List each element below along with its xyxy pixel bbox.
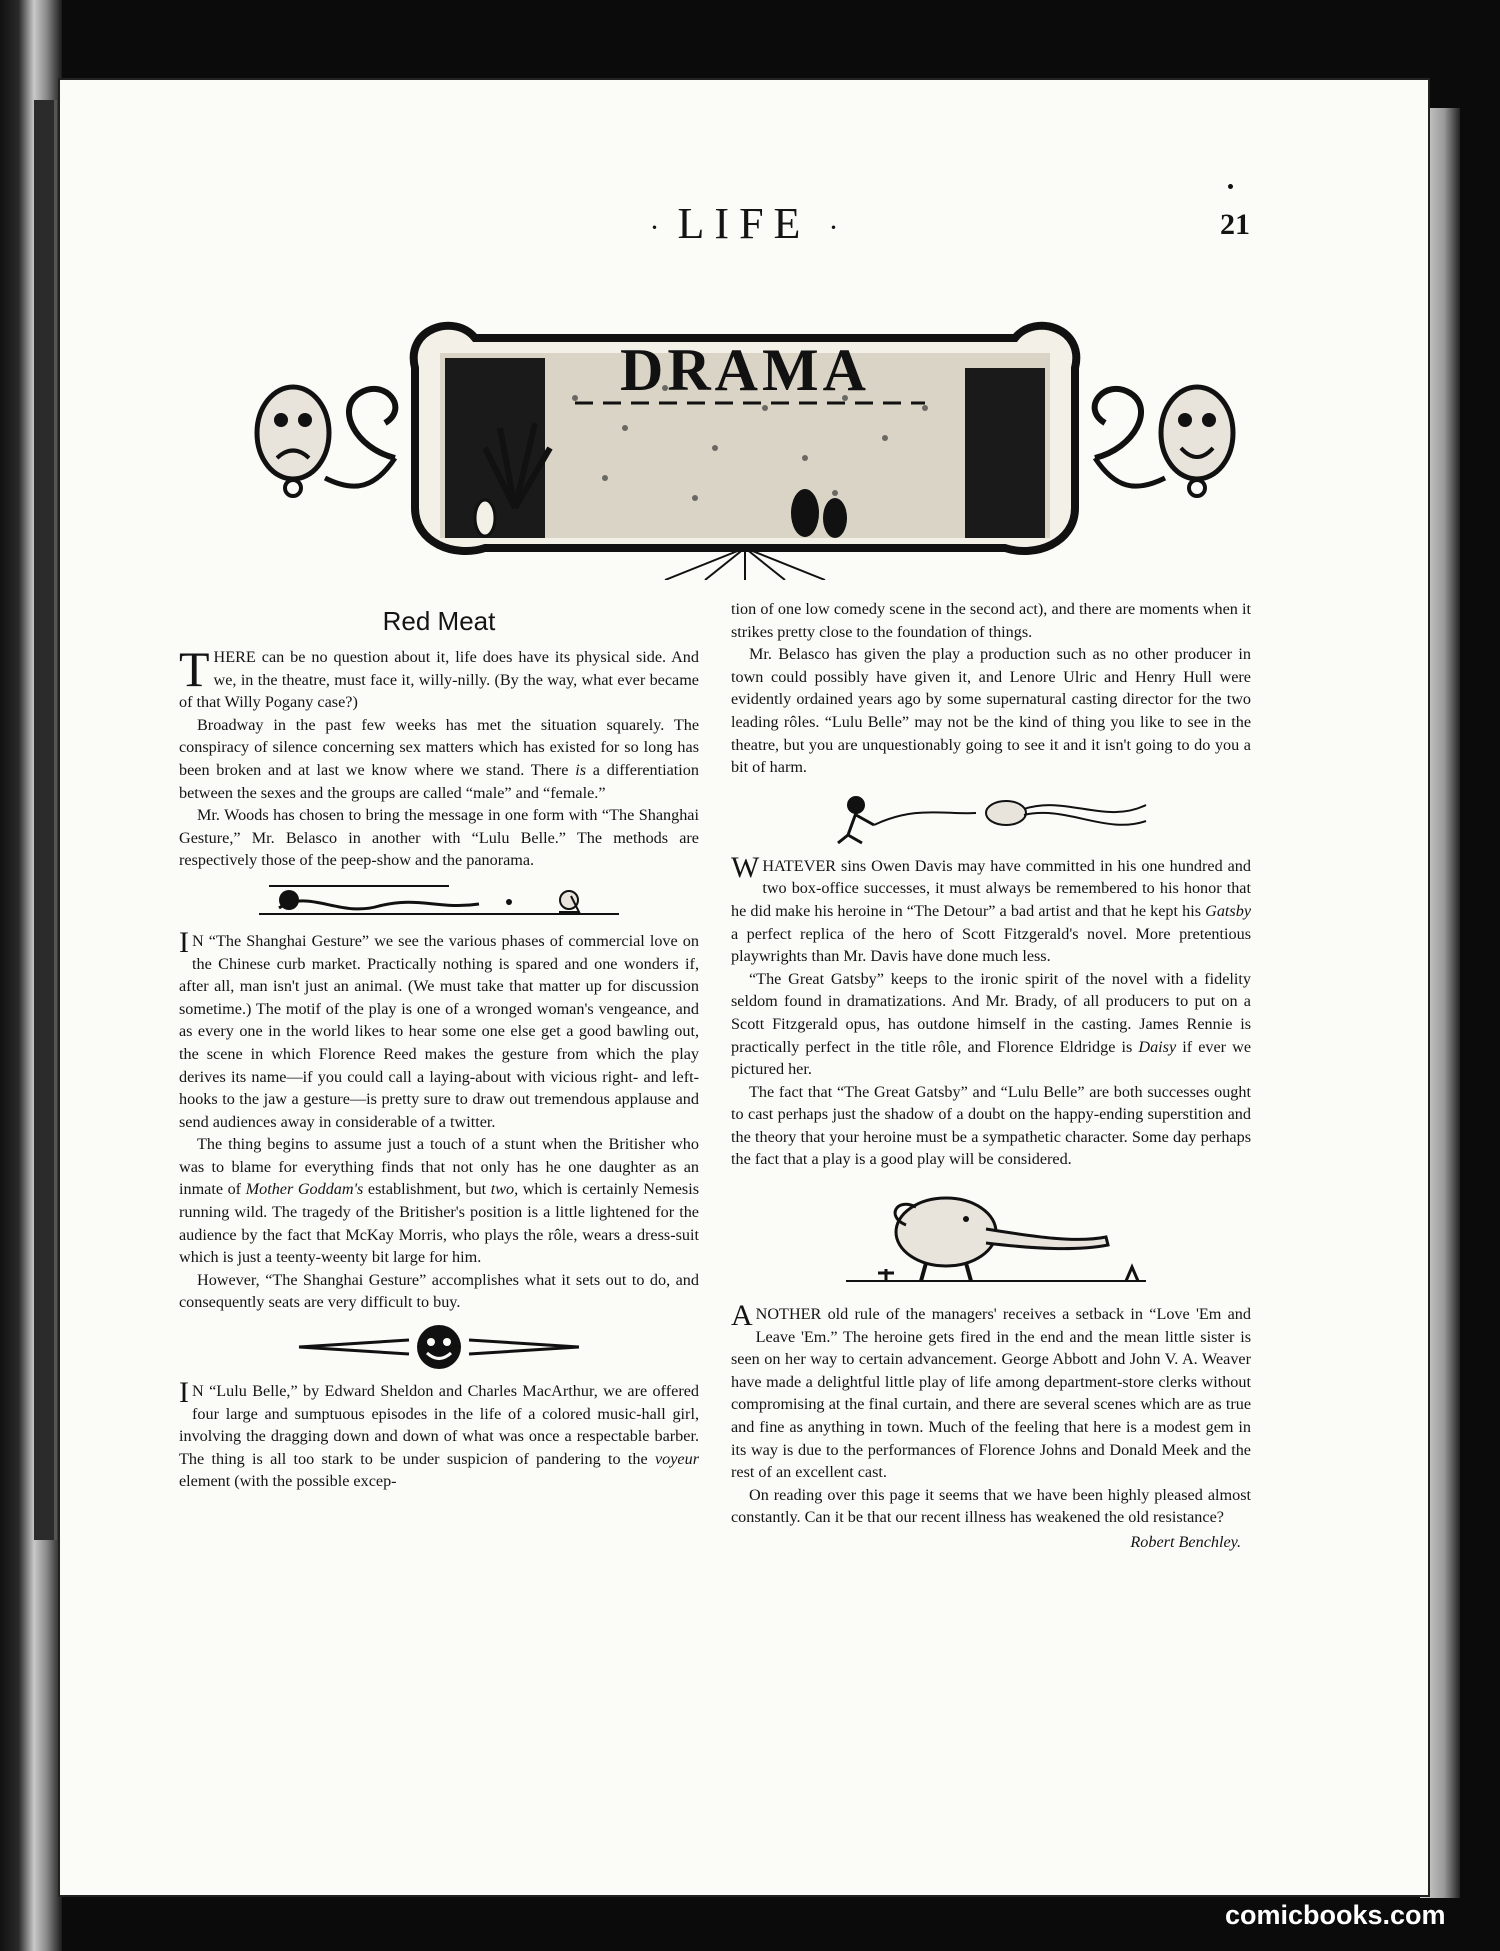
emphasis-is: is: [575, 760, 587, 779]
paragraph-lulu-belle: [179, 1376, 699, 1493]
mask-divider-illustration: [289, 1320, 589, 1374]
paragraph-britisher: [179, 1133, 699, 1269]
banner-title: DRAMA: [620, 337, 870, 403]
tragedy-mask-icon: [257, 387, 395, 496]
paragraph-woods: Mr. Woods has chosen to bring the message in one form with “The Shanghai Gesture,” Mr. Belasco in another with “Lulu Belle.” The methods are respectively those of the peep-show and the panorama.: [179, 806, 699, 870]
elephant-illustration: [826, 1177, 1156, 1297]
reclining-figure-illustration: [249, 878, 629, 924]
intro-smallcaps: HERE: [213, 648, 256, 666]
masthead-title: LIFE: [677, 199, 811, 248]
page-number: 21: [1220, 208, 1250, 241]
britisher-text-b: establishment, but: [363, 1180, 487, 1199]
great-gatsby-text: “The Great Gatsby” keeps to the ironic spirit of the novel with a fidelity seldom found in dramatizations. And Mr. Brady, of all producers to put on a Scott Fitzgerald opus, has outdone himself in the casting. James Rennie is practically perfect in the title rôle, and Florence Eldridge is: [731, 969, 1251, 1056]
chase-illustration: [826, 785, 1156, 849]
paragraph-whatever: [731, 850, 1251, 968]
intro-text: can be no question about it, life does have its physical side. And we, in the theatre, must face it, willy-nilly. (By the way, what ever became of that Willy Pogany case?): [179, 648, 699, 712]
paragraph-broadway: [179, 714, 699, 804]
shanghai-text: “The Shanghai Gesture” we see the various phases of commercial love on the Chinese curb market. Practically nothing is spared and one wonders if, after all, man isn't just an animal. (We must take that matter up for discussion sometime.) The motif of the play is one of a wronged woman's vengeance, and as every one in the world likes to hear some one else get a good bawling out, the scene in which Florence Reed makes the gesture from which the play derives its name—if you could call a laying-about with vicious right- and left-hooks to the jaw a gesture—is pretty sure to draw out tremendous applause and send audiences away in considerable of a twitter.: [179, 931, 699, 1131]
paragraph-successes: The fact that “The Great Gatsby” and “Lulu Belle” are both successes ought to cast perhaps just the shadow of a doubt on the happy-ending superstition and the theory that your heroine must be a sympathetic character. Some day perhaps the fact that a play is a good play will be considered.: [731, 1082, 1251, 1169]
britisher-text-c: which is certainly Nemesis running wild. The tragedy of the Britisher's position is a little lightened for the audience by the fact that McKay Morris, who plays the rôle, wears a dress-suit which is just a teenty-weenty bit large for him.: [179, 1180, 700, 1267]
emphasis-voyeur: voyeur: [654, 1449, 699, 1468]
shanghai-smallcaps: N: [192, 931, 204, 950]
drop-cap-i-2: I: [179, 1376, 189, 1410]
right-column: [731, 598, 1251, 1554]
paragraph-broadway-text: Broadway in the past few weeks has met the situation squarely. The conspiracy of silence concerning sex matters which has existed for so long has been broken and at last we know where we stand. There: [179, 715, 699, 779]
emphasis-gatsby: Gatsby: [1205, 901, 1251, 920]
paragraph-shanghai: [179, 925, 699, 1133]
masthead-dot-right: ·: [828, 210, 839, 244]
comedy-mask-icon: [1095, 387, 1233, 496]
intro-paragraph: [179, 641, 699, 714]
ink-dot: [1228, 184, 1233, 189]
whatever-text-b: a perfect replica of the hero of Scott Fitzgerald's novel. More pretentious playwrights than Mr. Davis have done much less.: [731, 924, 1251, 966]
paragraph-however: However, “The Shanghai Gesture” accomplishes what it sets out to do, and consequently seats are very difficult to buy.: [179, 1270, 699, 1312]
lulu-text-b: element (with the possible excep-: [179, 1472, 397, 1491]
source-watermark: comicbooks.com: [1225, 1900, 1446, 1930]
left-column: [179, 600, 699, 1493]
lulu-text-a: “Lulu Belle,” by Edward Sheldon and Charles MacArthur, we are offered four large and sumptuous episodes in the life of a colored music-hall girl, involving the dragging down and down of what was once a respectable barber. The thing is all too stark to be under suspicion of pandering to the: [179, 1382, 699, 1468]
magazine-page: [60, 80, 1428, 1895]
emphasis-mother-goddam: Mother Goddam's: [245, 1180, 364, 1199]
paragraph-another: [731, 1299, 1251, 1484]
paragraph-reading-over: On reading over this page it seems that we have been highly pleased almost constantly. Can it be that our recent illness has weakened the old resistance?: [731, 1485, 1251, 1527]
great-gatsby-tail: if ever we pictured her.: [731, 1037, 1252, 1079]
drop-cap-i: I: [179, 925, 189, 959]
another-smallcaps: NOTHER: [755, 1305, 822, 1324]
author-signature: Robert Benchley.: [1130, 1533, 1241, 1551]
paragraph-great-gatsby: [731, 968, 1251, 1081]
drop-cap: T: [179, 641, 210, 697]
whatever-text-a: sins Owen Davis may have committed in his one hundred and two box-office successes, it must always be remembered to his honor that he did make his heroine in “The Detour” a bad artist and that he kept his: [731, 856, 1251, 920]
drama-banner: [245, 308, 1245, 580]
masthead-dot-left: ·: [649, 210, 660, 244]
article-headline: Red Meat: [382, 606, 496, 636]
drop-cap-a: A: [731, 1299, 753, 1333]
lulu-smallcaps: N: [192, 1382, 204, 1401]
emphasis-daisy: Daisy: [1138, 1037, 1177, 1056]
paragraph-broadway-tail: a differentiation between the sexes and the groups are called “male” and “female.”: [179, 760, 699, 802]
binding-strip: [34, 100, 57, 1540]
whatever-smallcaps: HATEVER: [762, 856, 837, 875]
paragraph-belasco: Mr. Belasco has given the play a production such as no other producer in town could possibly have given it, and Lenore Ulric and Henry Hull were evidently ordained years ago by some supernatural casting director for the two leading rôles. “Lulu Belle” may not be the kind of thing you like to see in the theatre, but you are unquestionably going to see it and it isn't going to do you a bit of harm.: [731, 645, 1251, 777]
paragraph-continuation: tion of one low comedy scene in the second act), and there are moments when it strikes pretty close to the foundation of things.: [731, 600, 1251, 641]
emphasis-two: two,: [490, 1180, 519, 1199]
another-text: old rule of the managers' receives a setback in “Love 'Em and Leave 'Em.” The heroine gets fired in the end and the mean little sister is seen on her way to certain advancement. George Abbott and John V. A. Weaver have made a delightful little play of life among department-store clerks without compromising at the final curtain, and there are several scenes which are as true and fine as anything in town. Much of the feeling that here is a modest gem in its way is due to the performances of Florence Johns and Donald Meek and the rest of an excellent cast.: [731, 1305, 1251, 1482]
britisher-text-a: The thing begins to assume just a touch of a stunt when the Britisher who was to blame for everything finds that not only has he one daughter as an inmate of: [179, 1135, 699, 1199]
drop-cap-w: W: [731, 850, 760, 884]
